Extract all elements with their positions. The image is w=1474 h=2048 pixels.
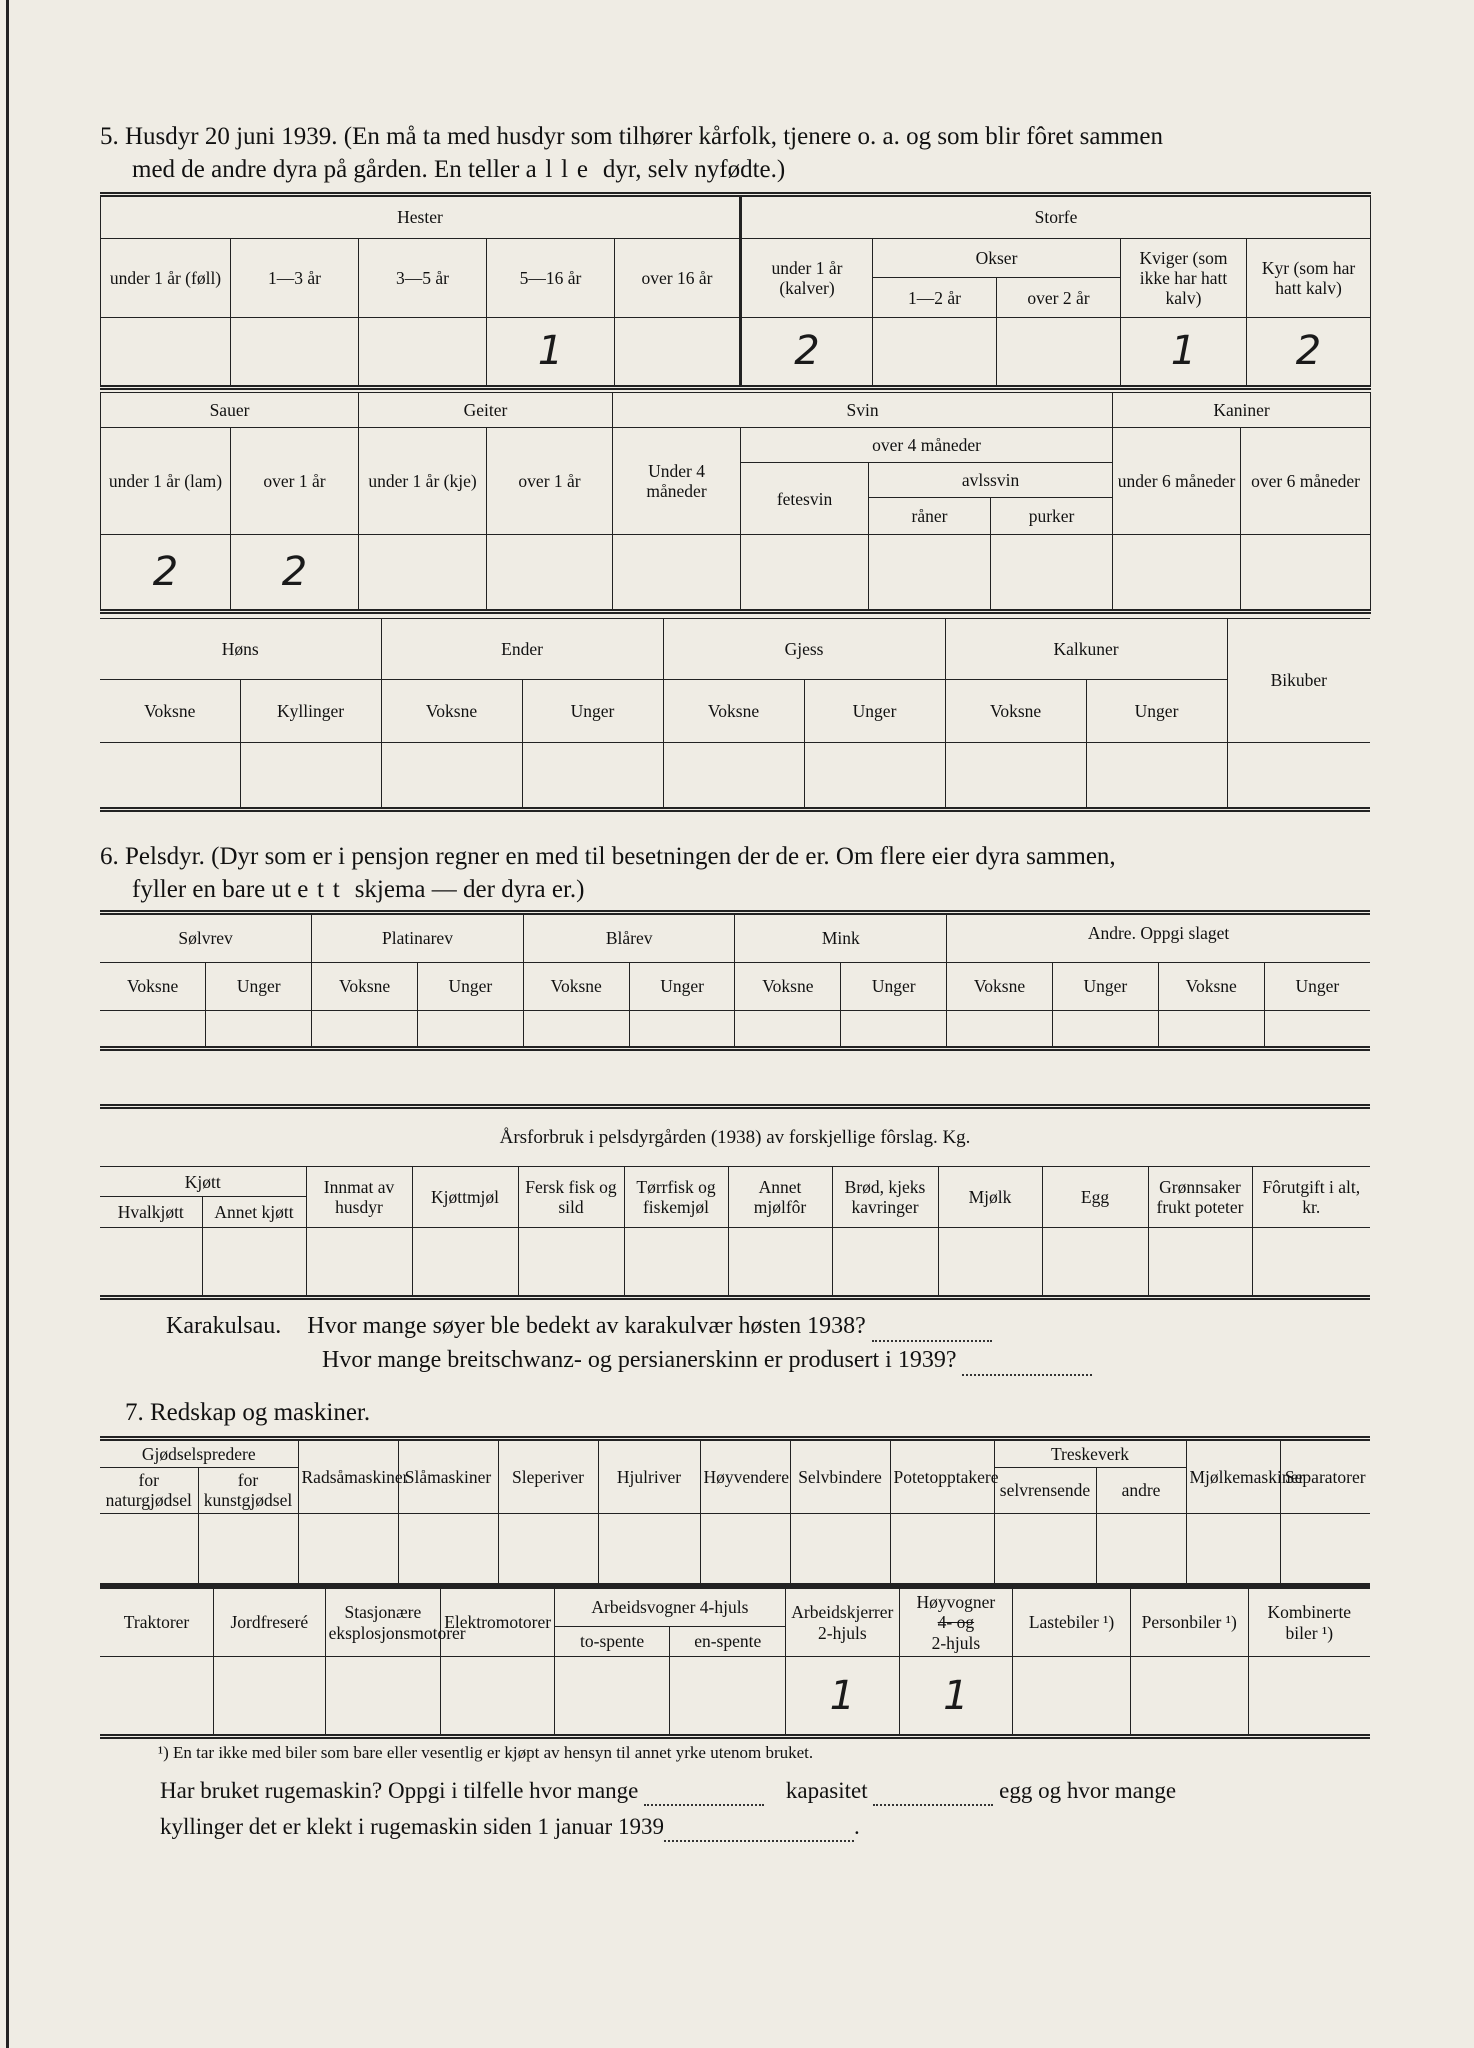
mjolk: Mjølk (938, 1167, 1042, 1227)
cell-hons-kyllinger[interactable] (240, 742, 381, 809)
okser-header: Okser (873, 238, 1121, 277)
cell-kalkuner-voksne[interactable] (945, 742, 1086, 809)
traktorer: Traktorer (100, 1587, 214, 1657)
cell-fetesvin[interactable] (741, 535, 869, 612)
andre-unger-1: Unger (1052, 963, 1158, 1011)
hvalkjott: Hvalkjøtt (100, 1197, 202, 1227)
handwritten-value: 1 (943, 1672, 969, 1719)
gjess-header: Gjess (663, 619, 945, 680)
geiter-header: Geiter (359, 393, 613, 428)
storfe-under1: under 1 år (kalver) (741, 238, 873, 317)
sleperiver: Sleperiver (498, 1439, 598, 1514)
solvrev-voksne: Voksne (100, 963, 206, 1011)
cell-solvrev-voksne[interactable] (100, 1011, 206, 1049)
section-6-title-line1: 6. Pelsdyr. (Dyr som er i pensjon regner en med til besetningen der de er. Om flere eier dyra sammen, (100, 843, 1116, 870)
cell-potetopptakere[interactable] (890, 1513, 994, 1585)
storfe-header: Storfe (741, 195, 1371, 239)
en-spente: en-spente (670, 1627, 786, 1657)
cell-jordfresere[interactable] (214, 1657, 326, 1737)
cell-gjess-unger[interactable] (804, 742, 945, 809)
table-pelsdyr (100, 910, 1370, 1051)
cell-storfe-under1[interactable] (741, 317, 873, 387)
cell-purker[interactable] (991, 535, 1113, 612)
cell-kjottmjol[interactable] (412, 1227, 518, 1297)
cell-arbeidskjerrer[interactable] (786, 1657, 900, 1737)
cell-annet-mjolfor[interactable] (728, 1227, 832, 1297)
kviger: Kviger (som ikke har hatt kalv) (1121, 238, 1247, 317)
hons-voksne: Voksne (100, 679, 240, 742)
kyr: Kyr (som har hatt kalv) (1247, 238, 1371, 317)
cell-kombinerte-biler[interactable] (1248, 1657, 1370, 1737)
cell-hester-under1[interactable] (101, 317, 231, 387)
kalkuner-voksne: Voksne (945, 679, 1086, 742)
radsamaskiner: Radsåmaskiner (298, 1439, 398, 1514)
rugemaskin-line-2: kyllinger det er klekt i rugemaskin siden 1 januar 1939 . (160, 1814, 860, 1842)
slamaskiner: Slåmaskiner (398, 1439, 498, 1514)
cell-kunstgjodsel[interactable] (198, 1513, 298, 1585)
cell-traktorer[interactable] (100, 1657, 214, 1737)
cell-okser-over2[interactable] (997, 317, 1121, 387)
cell-radsamaskiner[interactable] (298, 1513, 398, 1585)
table-sauer-geiter-svin-kaniner (100, 392, 1371, 614)
svin-header: Svin (613, 393, 1113, 428)
kalkuner-header: Kalkuner (945, 619, 1227, 680)
sauer-under1: under 1 år (lam) (101, 428, 231, 535)
to-spente: to-spente (554, 1627, 670, 1657)
section-5-title-line2: med de andre dyra på gården. En teller alle dyr, selv nyfødte.) (132, 156, 786, 183)
cell-hoyvendere[interactable] (700, 1513, 790, 1585)
mink-unger: Unger (841, 963, 947, 1011)
cell-kyr[interactable] (1247, 317, 1371, 387)
cell-kaniner-over6[interactable] (1241, 535, 1371, 612)
geiter-under1: under 1 år (kje) (359, 428, 487, 535)
cell-blarev-voksne[interactable] (523, 1011, 629, 1049)
hons-header: Høns (100, 619, 381, 680)
for-kunstgjodsel: for kunstgjødsel (198, 1467, 298, 1513)
cell-selvrensende[interactable] (994, 1513, 1096, 1585)
mjolkemaskiner: Mjølkemaskiner (1186, 1439, 1280, 1514)
ender-header: Ender (381, 619, 663, 680)
table-fjorfe (100, 618, 1370, 812)
elektromotorer: Elektromotorer (441, 1587, 555, 1657)
cell-annet-kjott[interactable] (202, 1227, 306, 1297)
rugemaskin-line-1 (160, 1778, 1176, 1806)
purker: purker (991, 498, 1113, 535)
cell-bikuber[interactable] (1227, 742, 1370, 809)
personbiler: Personbiler ¹) (1130, 1587, 1248, 1657)
karakul-line-2 (322, 1347, 1092, 1376)
cell-brod[interactable] (832, 1227, 938, 1297)
svin-over4: over 4 måneder (741, 428, 1113, 463)
cell-geiter-over1[interactable] (487, 535, 613, 612)
handwritten-value: 1 (829, 1672, 856, 1719)
cell-gronnsaker[interactable] (1148, 1227, 1252, 1297)
cell-innmat[interactable] (306, 1227, 412, 1297)
cell-fersk-fisk[interactable] (518, 1227, 624, 1297)
cell-platinarev-unger[interactable] (417, 1011, 523, 1049)
arbeidsvogner-header: Arbeidsvogner 4-hjuls (554, 1587, 785, 1627)
cell-slamaskiner[interactable] (398, 1513, 498, 1585)
handwritten-value: 1 (1170, 328, 1197, 375)
andre-header: Andre. Oppgi slaget (947, 913, 1370, 963)
cell-to-spente[interactable] (554, 1657, 670, 1737)
fetesvin: fetesvin (741, 463, 869, 535)
egg-label: egg og hvor mange (999, 1778, 1177, 1803)
blarev-voksne: Voksne (523, 963, 629, 1011)
cell-hoyvogner[interactable] (899, 1657, 1013, 1737)
cell-geiter-under1[interactable] (359, 535, 487, 612)
bikuber-header: Bikuber (1227, 619, 1370, 743)
treskeverk-header: Treskeverk (994, 1439, 1186, 1468)
platinarev-header: Platinarev (312, 913, 524, 963)
geiter-over1: over 1 år (487, 428, 613, 535)
innmat: Innmat av husdyr (306, 1167, 412, 1227)
gjess-voksne: Voksne (663, 679, 804, 742)
cell-torrfisk[interactable] (624, 1227, 728, 1297)
gronnsaker: Grønnsaker frukt poteter (1148, 1167, 1252, 1227)
brod: Brød, kjeks kavringer (832, 1167, 938, 1227)
mink-header: Mink (735, 913, 947, 963)
cell-personbiler[interactable] (1130, 1657, 1248, 1737)
fersk-fisk: Fersk fisk og sild (518, 1167, 624, 1227)
andre-unger-2: Unger (1264, 963, 1370, 1011)
cell-selvbindere[interactable] (790, 1513, 890, 1585)
blarev-unger: Unger (629, 963, 735, 1011)
cell-hons-voksne[interactable] (100, 742, 240, 809)
cell-hvalkjott[interactable] (100, 1227, 202, 1297)
annet-mjolfor: Annet mjølfôr (728, 1167, 832, 1227)
hester-header: Hester (101, 195, 741, 239)
cell-sleperiver[interactable] (498, 1513, 598, 1585)
hoyvogner: Høyvogner 4- og 2-hjuls (899, 1587, 1013, 1657)
ender-voksne: Voksne (381, 679, 522, 742)
hester-5-16: 5—16 år (487, 238, 615, 317)
annet-kjott: Annet kjøtt (202, 1197, 306, 1227)
cell-hester-3-5[interactable] (359, 317, 487, 387)
raner: råner (869, 498, 991, 535)
table-arsforbruk (100, 1104, 1370, 1300)
gjess-unger: Unger (804, 679, 945, 742)
treskeverk-andre: andre (1096, 1467, 1186, 1513)
cell-hjulriver[interactable] (598, 1513, 700, 1585)
platinarev-unger: Unger (417, 963, 523, 1011)
cell-hester-1-3[interactable] (231, 317, 359, 387)
handwritten-value: 2 (1295, 328, 1322, 375)
lastebiler: Lastebiler ¹) (1013, 1587, 1131, 1657)
okser-1-2: 1—2 år (873, 278, 997, 317)
kapasitet-field[interactable] (873, 1778, 993, 1806)
cell-mjolk[interactable] (938, 1227, 1042, 1297)
cell-platinarev-voksne[interactable] (312, 1011, 418, 1049)
sauer-over1: over 1 år (231, 428, 359, 535)
cell-hester-over16[interactable] (615, 317, 741, 387)
forutgift: Fôrutgift i alt, kr. (1252, 1167, 1370, 1227)
cell-hester-5-16[interactable] (487, 317, 615, 387)
rugemaskin-question: Har bruket rugemaskin? Oppgi i tilfelle hvor mange (160, 1778, 639, 1803)
table-hester-storfe (100, 192, 1371, 390)
kapasitet-label: kapasitet (785, 1778, 868, 1803)
selvrensende: selvrensende (994, 1467, 1096, 1513)
cell-ender-unger[interactable] (522, 742, 663, 809)
gjodselspredere-header: Gjødselspredere (100, 1439, 298, 1468)
hester-over16: over 16 år (615, 238, 741, 317)
cell-svin-under4[interactable] (613, 535, 741, 612)
karakul-answer-1[interactable] (872, 1313, 992, 1342)
cell-mink-unger[interactable] (841, 1011, 947, 1049)
section-5-heading (100, 120, 1370, 186)
okser-over2: over 2 år (997, 278, 1121, 317)
section-6-title-line2: fyller en bare ut ett skjema — der dyra er.) (132, 876, 585, 903)
cell-separatorer[interactable] (1280, 1513, 1370, 1585)
stasjonaere-motorer: Stasjonære eksplosjonsmotorer (325, 1587, 441, 1657)
cell-mjolkemaskiner[interactable] (1186, 1513, 1280, 1585)
mink-voksne: Voksne (735, 963, 841, 1011)
kyllinger-question: kyllinger det er klekt i rugemaskin siden 1 januar 1939 (160, 1814, 664, 1839)
hester-1-3: 1—3 år (231, 238, 359, 317)
hester-3-5: 3—5 år (359, 238, 487, 317)
section-5-title-line1: 5. Husdyr 20 juni 1939. (En må ta med husdyr som tilhører kårfolk, tjenere o. a. og som blir fôret sammen (100, 123, 1163, 150)
hons-kyllinger: Kyllinger (240, 679, 381, 742)
cell-andre-voksne-2[interactable] (1158, 1011, 1264, 1049)
blarev-header: Blårev (523, 913, 735, 963)
solvrev-unger: Unger (206, 963, 312, 1011)
handwritten-value: 1 (537, 328, 564, 375)
kaniner-under6: under 6 måneder (1113, 428, 1241, 535)
cell-gjess-voksne[interactable] (663, 742, 804, 809)
jordfresere: Jordfreseré (214, 1587, 326, 1657)
svin-under4: Under 4 måneder (613, 428, 741, 535)
andre-voksne-1: Voksne (947, 963, 1053, 1011)
platinarev-voksne: Voksne (312, 963, 418, 1011)
potetopptakere: Potetopptakere (890, 1439, 994, 1514)
avlssvin: avlssvin (869, 463, 1113, 498)
handwritten-value: 2 (152, 549, 179, 596)
sauer-header: Sauer (101, 393, 359, 428)
cell-sauer-over1[interactable] (231, 535, 359, 612)
cell-treskeverk-andre[interactable] (1096, 1513, 1186, 1585)
kaniner-header: Kaniner (1113, 393, 1371, 428)
hjulriver: Hjulriver (598, 1439, 700, 1514)
table-redskap (100, 1436, 1370, 1588)
cell-stasjonaere-motorer[interactable] (325, 1657, 441, 1737)
cell-egg[interactable] (1042, 1227, 1148, 1297)
egg: Egg (1042, 1167, 1148, 1227)
cell-kalkuner-unger[interactable] (1086, 742, 1227, 809)
kjottmjol: Kjøttmjøl (412, 1167, 518, 1227)
cell-raner[interactable] (869, 535, 991, 612)
hester-under1: under 1 år (føll) (101, 238, 231, 317)
karakul-question-1: Hvor mange søyer ble bedekt av karakulvær høsten 1938? (307, 1313, 866, 1339)
cell-andre-voksne-1[interactable] (947, 1011, 1053, 1049)
cell-solvrev-unger[interactable] (206, 1011, 312, 1049)
andre-voksne-2: Voksne (1158, 963, 1264, 1011)
cell-naturgjodsel[interactable] (100, 1513, 198, 1585)
ender-unger: Unger (522, 679, 663, 742)
cell-en-spente[interactable] (670, 1657, 786, 1737)
selvbindere: Selvbindere (790, 1439, 890, 1514)
kalkuner-unger: Unger (1086, 679, 1227, 742)
hoyvendere: Høyvendere (700, 1439, 790, 1514)
arsforbruk-title: Årsforbruk i pelsdyrgården (1938) av forskjellige fôrslag. Kg. (100, 1107, 1370, 1167)
cell-kviger[interactable] (1121, 317, 1247, 387)
cell-forutgift[interactable] (1252, 1227, 1370, 1297)
cell-okser-1-2[interactable] (873, 317, 997, 387)
handwritten-value: 2 (794, 328, 820, 375)
table-kjoretoy (100, 1584, 1370, 1739)
karakul-question-2: Hvor mange breitschwanz- og persianerskinn er produsert i 1939? (322, 1347, 957, 1373)
arbeidskjerrer: Arbeidskjerrer 2-hjuls (786, 1587, 900, 1657)
solvrev-header: Sølvrev (100, 913, 312, 963)
cell-blarev-unger[interactable] (629, 1011, 735, 1049)
for-naturgjodsel: for naturgjødsel (100, 1467, 198, 1513)
karakul-label: Karakulsau. (166, 1313, 282, 1339)
handwritten-value: 2 (281, 549, 308, 596)
torrfisk: Tørrfisk og fiskemjøl (624, 1167, 728, 1227)
cell-elektromotorer[interactable] (441, 1657, 555, 1737)
cell-andre-unger-1[interactable] (1052, 1011, 1158, 1049)
cell-kaniner-under6[interactable] (1113, 535, 1241, 612)
kyllinger-field[interactable] (664, 1814, 854, 1842)
karakul-answer-2[interactable] (962, 1347, 1092, 1376)
footnote: ¹) En tar ikke med biler som bare eller vesentlig er kjøpt av hensyn til annet yrke utenom bruket. (158, 1743, 814, 1762)
section-7-heading (125, 1396, 1365, 1429)
section-6-heading (100, 840, 1370, 906)
cell-ender-voksne[interactable] (381, 742, 522, 809)
kombinerte-biler: Kombinerte biler ¹) (1248, 1587, 1370, 1657)
kaniner-over6: over 6 måneder (1241, 428, 1371, 535)
cell-andre-unger-2[interactable] (1264, 1011, 1370, 1049)
cell-mink-voksne[interactable] (735, 1011, 841, 1049)
rugemaskin-antall-field[interactable] (644, 1778, 764, 1806)
cell-sauer-under1[interactable] (101, 535, 231, 612)
separatorer: Separatorer (1280, 1439, 1370, 1514)
cell-lastebiler[interactable] (1013, 1657, 1131, 1737)
section-7-title: 7. Redskap og maskiner. (125, 1399, 371, 1426)
karakul-line-1 (166, 1313, 992, 1342)
kjott-header: Kjøtt (100, 1167, 306, 1197)
